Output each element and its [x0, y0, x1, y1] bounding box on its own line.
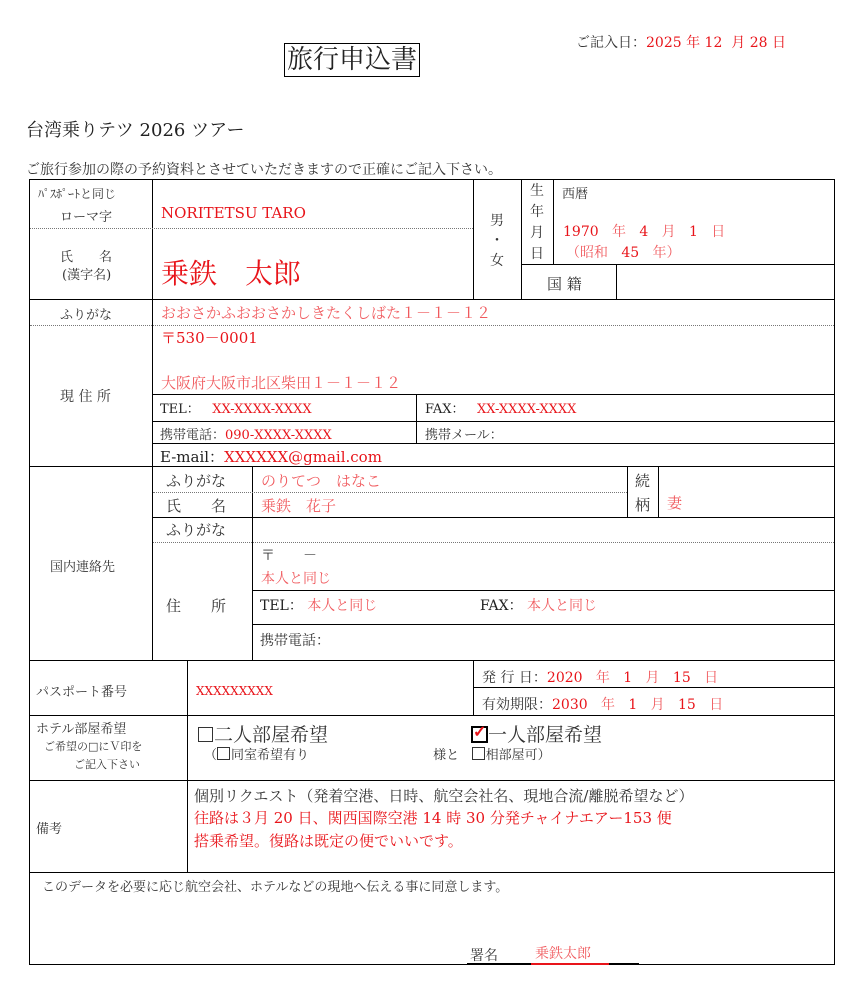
share-with-label: 様と	[433, 748, 460, 763]
divider	[30, 325, 834, 326]
divider	[658, 466, 659, 517]
expiry-date-label: 有効期限：	[482, 697, 552, 713]
contact-name-field[interactable]: 乗鉄 花子	[261, 497, 337, 515]
remarks-line-1[interactable]: 往路は３月 20 日、関西国際空港 14 時 30 分発チャイナエアー153 便	[194, 809, 672, 827]
entry-date-day[interactable]: 28	[749, 35, 768, 51]
relation-label-2: 柄	[635, 496, 651, 514]
contact-address-label: 住 所	[166, 597, 227, 615]
tel-label: TEL：	[160, 402, 200, 417]
divider	[187, 660, 188, 872]
contact-name-label: 氏 名	[166, 497, 227, 515]
twin-room-option[interactable]	[198, 720, 328, 747]
address-field[interactable]: 大阪府大阪市北区柴田１－１－１２	[161, 374, 402, 392]
birth-label	[530, 181, 546, 265]
table-border-left	[29, 179, 30, 964]
showa-open: （昭和	[566, 245, 608, 261]
entry-date	[576, 32, 786, 52]
contact-tel-field[interactable]	[260, 595, 377, 615]
domestic-contact-label: 国内連絡先	[50, 560, 116, 575]
gender-male-option[interactable]: 男	[490, 213, 504, 229]
passport-number-field[interactable]: XXXXXXXXX	[196, 684, 273, 698]
contact-address-field[interactable]: 本人と同じ	[261, 571, 331, 587]
hotel-room-note-2: ご記入下さい	[74, 758, 140, 771]
mobile-label: 携帯電話：	[160, 428, 226, 443]
nationality-label: 国 籍	[547, 275, 582, 293]
expiry-month[interactable]: 1	[628, 697, 638, 713]
relation-field[interactable]: 妻	[667, 494, 683, 512]
divider	[416, 394, 417, 443]
romaji-label-1: ﾊﾟｽﾎﾟｰﾄと同じ	[38, 187, 117, 201]
divider	[152, 517, 834, 518]
divider	[152, 179, 153, 466]
divider	[252, 590, 834, 591]
birth-date-field[interactable]	[563, 221, 725, 241]
showa-year[interactable]: 45	[621, 245, 640, 261]
romaji-label-2: ローマ字	[60, 210, 113, 225]
mobile-field[interactable]	[160, 424, 332, 443]
fax-label: FAX：	[425, 402, 465, 417]
issue-month[interactable]: 1	[623, 670, 633, 686]
birth-label-char: 生	[530, 183, 544, 199]
address-furigana-field[interactable]: おおさかふおおさかしきたくしばた１－１－１２	[161, 304, 492, 322]
showa-close: 年）	[652, 245, 681, 261]
room-share-options	[204, 744, 551, 763]
expiry-date-field[interactable]	[482, 694, 723, 714]
issue-date-label: 発 行 日：	[482, 670, 547, 686]
divider	[152, 443, 834, 444]
kanji-name-label-2: (漢字名)	[62, 268, 112, 283]
contact-mobile-field[interactable]: 携帯電話：	[260, 633, 330, 649]
divider	[473, 687, 834, 688]
birth-day[interactable]: 1	[689, 224, 698, 240]
email-field[interactable]	[160, 446, 382, 467]
twin-room-checkbox[interactable]	[198, 727, 213, 742]
expiry-year-unit: 年	[601, 697, 615, 713]
issue-date-field[interactable]	[482, 667, 718, 687]
birth-label-char: 月	[530, 225, 544, 241]
divider	[152, 421, 834, 422]
email-value[interactable]: XXXXXX@gmail.com	[224, 448, 382, 466]
mixed-room-label: 相部屋可）	[485, 748, 551, 763]
divider	[29, 872, 835, 873]
contact-tel-label: TEL：	[260, 598, 303, 614]
consent-text: このデータを必要に応じ航空会社、ホテルなどの現地へ伝える事に同意します。	[42, 880, 509, 895]
birth-year[interactable]: 1970	[563, 224, 599, 240]
entry-date-year-unit: 年	[686, 35, 701, 51]
signature-field[interactable]: 乗鉄太郎	[535, 946, 591, 962]
nationality-field[interactable]	[625, 273, 825, 293]
contact-fax-field[interactable]	[480, 595, 597, 615]
single-room-label: 一人部屋希望	[488, 724, 603, 746]
remarks-heading: 個別リクエスト（発着空港、日時、航空会社名、現地合流/離脱希望など）	[194, 787, 694, 805]
contact-fax-label: FAX：	[480, 598, 523, 614]
entry-date-label: ご記入日：	[576, 35, 646, 51]
birth-month[interactable]: 4	[639, 224, 649, 240]
divider	[152, 394, 834, 395]
paren-open: （	[204, 748, 218, 763]
issue-month-unit: 月	[645, 670, 660, 686]
single-room-option[interactable]	[471, 720, 602, 747]
birth-day-unit: 日	[711, 224, 726, 240]
kanji-name-field[interactable]: 乗鉄 太郎	[161, 257, 302, 290]
expiry-month-unit: 月	[650, 697, 665, 713]
signature-underline-red	[531, 963, 609, 965]
instruction-text: ご旅行参加の際の予約資料とさせていただきますので正確にご記入下さい。	[26, 162, 502, 178]
twin-room-label: 二人部屋希望	[214, 724, 329, 746]
divider	[252, 466, 253, 660]
divider	[473, 179, 474, 299]
entry-date-day-unit: 日	[772, 35, 787, 51]
divider	[553, 179, 554, 264]
contact-furigana-field[interactable]: のりてつ はなこ	[261, 472, 382, 490]
divider	[616, 264, 617, 299]
remarks-label: 備考	[36, 822, 63, 837]
divider	[153, 542, 834, 543]
table-border-top	[29, 179, 835, 180]
entry-date-month[interactable]: 12	[704, 35, 723, 51]
mixed-room-checkbox[interactable]	[472, 747, 485, 760]
contact-fax-value[interactable]: 本人と同じ	[527, 598, 598, 614]
gender-separator: ・	[490, 233, 504, 249]
birth-year-unit: 年	[612, 224, 626, 240]
share-room-checkbox[interactable]	[217, 747, 230, 760]
divider	[30, 228, 473, 229]
kanji-name-label-1: 氏 名	[60, 250, 113, 265]
contact-furigana2-label: ふりがな	[166, 521, 227, 539]
table-border-right	[834, 179, 835, 964]
divider	[627, 466, 628, 517]
fax-value[interactable]: XX-XXXX-XXXX	[476, 402, 577, 417]
birth-month-unit: 月	[661, 224, 676, 240]
tel-field[interactable]	[160, 398, 312, 417]
divider	[521, 179, 522, 299]
divider	[29, 466, 835, 467]
divider	[29, 780, 835, 781]
divider	[29, 299, 835, 300]
birth-label-char: 年	[530, 204, 544, 220]
contact-postal-field[interactable]: 〒 －	[261, 548, 317, 564]
email-label: E-mail：	[160, 448, 225, 466]
contact-furigana2-field[interactable]	[261, 519, 821, 539]
issue-day-unit: 日	[704, 670, 719, 686]
expiry-day[interactable]: 15	[678, 697, 696, 713]
expiry-year[interactable]: 2030	[552, 697, 588, 713]
contact-tel-value[interactable]: 本人と同じ	[307, 598, 378, 614]
table-border-bottom	[29, 964, 835, 965]
hotel-room-note-1: ご希望の□にＶ印を	[44, 740, 143, 753]
signature-label: 署名	[470, 948, 498, 964]
divider	[153, 492, 627, 493]
tour-name: 台湾乗りテツ 2026 ツアー	[26, 120, 245, 141]
entry-date-month-unit: 月	[731, 35, 746, 51]
issue-day[interactable]: 15	[672, 670, 691, 686]
form-title: 旅行申込書	[284, 43, 420, 77]
expiry-day-unit: 日	[709, 697, 724, 713]
divider	[152, 466, 153, 660]
birth-era-label: 西暦	[562, 187, 589, 202]
relation-label-1: 続	[635, 472, 651, 490]
issue-year-unit: 年	[595, 670, 610, 686]
furigana-label: ふりがな	[60, 308, 113, 323]
birth-label-char: 日	[530, 246, 544, 262]
gender-female-option[interactable]: 女	[490, 253, 504, 269]
postal-code-field[interactable]: 〒530－0001	[161, 329, 258, 347]
address-label: 現 住 所	[60, 389, 111, 405]
fax-field[interactable]	[425, 398, 576, 417]
single-room-checkbox[interactable]	[471, 722, 488, 743]
romaji-name-field[interactable]: NORITETSU TARO	[161, 204, 306, 222]
tel-value[interactable]: XX-XXXX-XXXX	[212, 402, 312, 417]
mobile-value[interactable]: 090-XXXX-XXXX	[225, 428, 332, 443]
divider	[29, 660, 835, 661]
mobile-mail-field[interactable]: 携帯メール：	[425, 428, 503, 443]
divider	[252, 624, 834, 625]
contact-furigana-label: ふりがな	[166, 472, 227, 490]
share-room-label: 同室希望有り	[231, 748, 310, 763]
check-mark-icon: ✓	[473, 722, 487, 741]
divider	[521, 264, 834, 265]
entry-date-year[interactable]: 2025	[646, 35, 682, 51]
divider	[29, 715, 835, 716]
birth-showa-field[interactable]	[566, 242, 681, 262]
passport-number-label: パスポート番号	[36, 685, 128, 700]
remarks-line-2[interactable]: 搭乗希望。復路は既定の便でいいです。	[194, 832, 463, 850]
hotel-room-label: ホテル部屋希望	[36, 722, 127, 737]
issue-year[interactable]: 2020	[546, 670, 583, 686]
